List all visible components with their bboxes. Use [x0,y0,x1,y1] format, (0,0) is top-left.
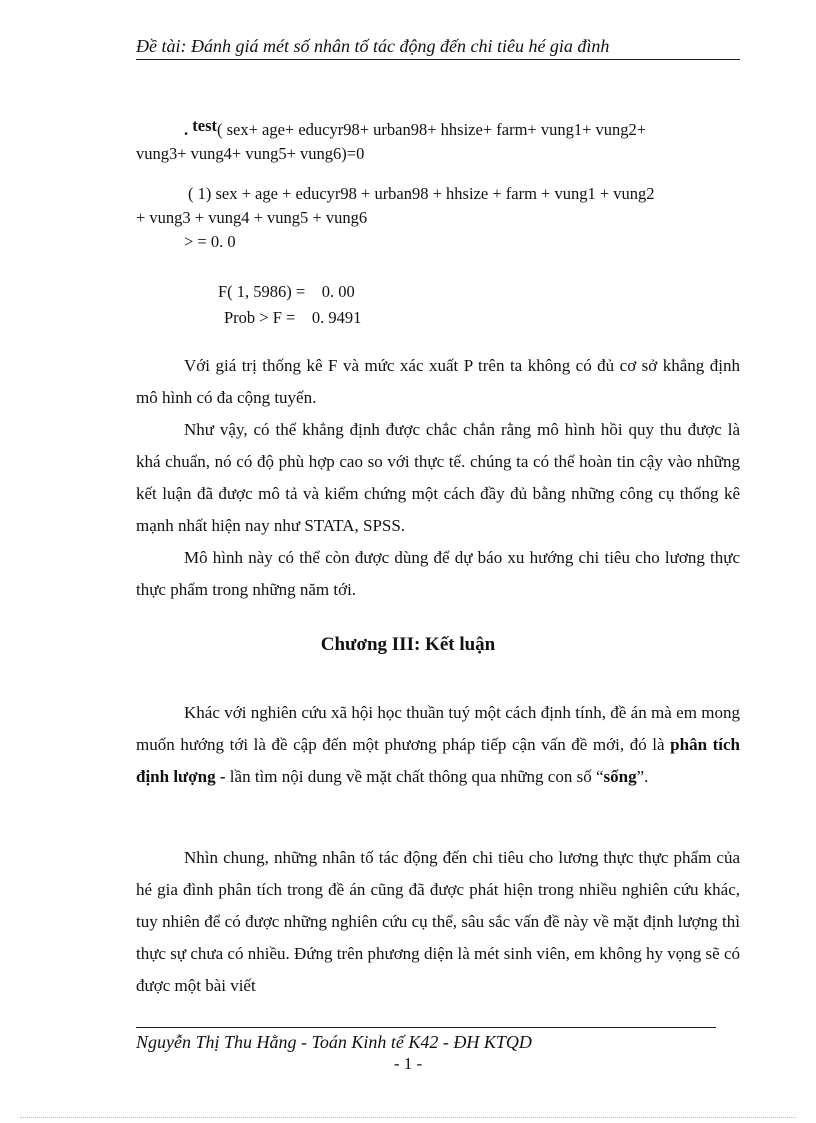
page-header [136,36,740,60]
f-statistic: F( 1, 5986) = 0. 00 [218,282,355,301]
cmd-args-line2: vung3+ vung4+ vung5+ vung6)=0 [136,144,365,163]
footer-divider [136,1027,716,1028]
result-line1: ( 1) sex + age + educyr98 + urban98 + hhsize + farm + vung1 + vung2 [188,184,655,203]
cmd-name: test [192,116,217,135]
chapter-title: Chương III: Kết luận [320,634,496,655]
paragraph-1: Với giá trị thống kê F và mức xác xuất P trên ta không có đủ cơ sở khẳng định mô hình có đa cộng tuyến. [136,356,740,407]
paragraph-3: Mô hình này có thể còn được dùng để dự báo xu hướng chi tiêu cho lương thực thực phẩm trong những năm tới. [136,548,740,599]
conclusion-para-1 [136,697,740,793]
conclusion-text-c: ”. [636,767,649,786]
bold-word: sống [603,767,637,786]
page-bottom-dotted-rule [20,1117,796,1118]
body-section [136,350,740,606]
stata-test-result [136,182,740,254]
paragraph-2: Như vậy, có thể khẳng định được chắc chắn rằng mô hình hồi quy thu được là khá chuẩn, nó có độ phù hợp cao so với thực tế. chúng ta có thể hoàn tin cậy vào những kết luận đã được mô tả và kiểm chứng một cách đầy đủ bằng những công cụ thống kê mạnh nhất hiện nay như STATA, SPSS. [136,420,740,535]
cmd-dot: . [184,120,189,139]
prob-value: Prob > F = 0. 9491 [224,308,362,327]
footer-author: Nguyễn Thị Thu Hằng - Toán Kinh tế K42 - ĐH KTQD [136,1032,532,1052]
cmd-args-line1: ( sex+ age+ educyr98+ urban98+ hhsize+ farm+ vung1+ vung2+ [216,120,647,139]
result-line3: > = 0. 0 [184,232,236,251]
page-number: - 1 - [393,1054,423,1073]
result-line2: + vung3 + vung4 + vung5 + vung6 [136,208,368,227]
conclusion-text-b: lần tìm nội dung về mặt chất thông qua những con số “ [225,767,604,786]
conclusion-text-a: Khác với nghiên cứu xã hội học thuần tuý một cách định tính, đề án mà em mong muốn hướng tới là đề cập đến một phương pháp tiếp cận vấn đề mới, đó là [136,703,740,754]
header-title: Đề tài: Đánh giá mét số nhân tố tác động đến chi tiêu hé gia đình [136,36,610,56]
conclusion-text-2: Nhìn chung, những nhân tố tác động đến chi tiêu cho lương thực thực phẩm của hé gia đình phân tích trong đề án cũng đã được phát hiện trong nhiều nghiên cứu khác, tuy nhiên để có được những nghiên cứu cụ thể, sâu sắc vấn đề này về mặt định lượng thì thực sự chưa có nhiều. Đứng trên phương diện là mét sinh viên, em không hy vọng sẽ có được một bài viết [136,848,740,995]
conclusion-para-2 [136,842,740,1002]
stata-test-command [136,118,740,166]
bold-phrase: phân tích định lượng - [136,735,740,786]
